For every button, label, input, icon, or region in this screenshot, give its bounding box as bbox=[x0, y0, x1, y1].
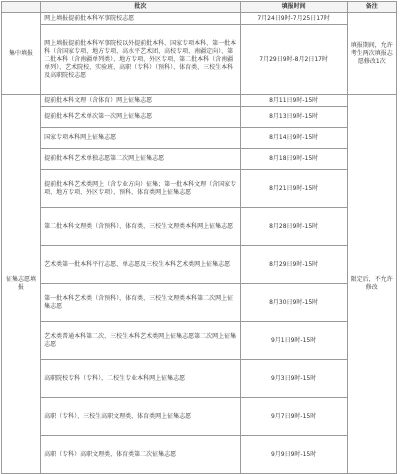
batch-cell: 国家专项本科网上征集志愿 bbox=[41, 128, 241, 149]
table-row bbox=[2, 149, 397, 170]
time-cell: 8月30日9时-15时 bbox=[240, 284, 347, 322]
table-row bbox=[2, 128, 397, 149]
table-row bbox=[2, 436, 397, 474]
schedule-table bbox=[1, 1, 397, 474]
batch-cell: 高职（专科）、三校生高职文理类、体育类网上征集志愿 bbox=[41, 398, 241, 436]
table-row bbox=[2, 25, 397, 95]
batch-cell: 艺术类普通本科第二次、三校生本科艺术类网上征集志愿第二次网上征集志愿 bbox=[41, 322, 241, 360]
time-cell: 8月29日9时-15时 bbox=[240, 246, 347, 284]
time-cell: 8月11日9时-15时 bbox=[240, 95, 347, 107]
table-row bbox=[2, 13, 397, 25]
header-time: 填报时间 bbox=[240, 2, 347, 13]
table-row bbox=[2, 284, 397, 322]
table-row bbox=[2, 208, 397, 246]
table-row bbox=[2, 360, 397, 398]
time-cell: 8月13日9时-15时 bbox=[240, 107, 347, 128]
table-row bbox=[2, 170, 397, 208]
batch-cell: 高职（专科）高职文理类、体育类第二次征集志愿 bbox=[41, 436, 241, 474]
batch-cell: 网上填报提前批本科军事院校以外提前批本科、国家专项本科、第一批本科（含国家专项、地方专项、高水平艺术团、高校专项、南疆定向）、第二批本科（含南疆单列类）、地方专项、外区专项、第二批本科（含南疆单列）、艺术院校、实验班、高职（专科）（预科）、体育类、三校生本科及高职院校志愿 bbox=[41, 25, 241, 95]
time-cell: 9月9日9时-15时 bbox=[240, 436, 347, 474]
batch-cell: 艺术类第一批本科平行志愿、单志愿及三校生本科艺术类网上征集志愿 bbox=[41, 246, 241, 284]
table-row bbox=[2, 107, 397, 128]
time-cell: 8月28日9时-15时 bbox=[240, 208, 347, 246]
note-cell: 填报期间，允许考生两次填报志愿修改1次 bbox=[347, 13, 396, 95]
batch-cell: 网上填报提前批本科军事院校志愿 bbox=[41, 13, 241, 25]
time-cell: 8月18日9时-15时 bbox=[240, 149, 347, 170]
batch-cell: 高职院校专科（专科），二校生专业本科网上征集志愿 bbox=[41, 360, 241, 398]
table-row bbox=[2, 398, 397, 436]
time-cell: 9月1日9时-15时 bbox=[240, 322, 347, 360]
note-cell: 限定后，不允许修改 bbox=[347, 95, 396, 474]
time-cell: 8月14日9时-15时 bbox=[240, 128, 347, 149]
batch-cell: 提前批本科文理（含体育）网上征集志愿 bbox=[41, 95, 241, 107]
table-row bbox=[2, 322, 397, 360]
time-cell: 7月29日9时-8月2日17时 bbox=[240, 25, 347, 95]
time-cell: 7月24日9时-7月25日17时 bbox=[240, 13, 347, 25]
header-row bbox=[2, 2, 397, 13]
category-cell: 征集志愿填报 bbox=[2, 95, 41, 474]
batch-cell: 第二批本科文理类（含预科）、体育类、三校生文理类本科网上征集志愿 bbox=[41, 208, 241, 246]
batch-cell: 提前批本科艺术类网上（含专业方向）征集；第一批本科文理（含国家专项、地方专项、外区专项）、预科、体育类网上征集志愿 bbox=[41, 170, 241, 208]
batch-cell: 提前批本科艺术单独志愿第二次网上征集志愿 bbox=[41, 149, 241, 170]
time-cell: 8月21日9时-15时 bbox=[240, 170, 347, 208]
header-batch: 批次 bbox=[41, 2, 241, 13]
table-row bbox=[2, 95, 397, 107]
table-row bbox=[2, 246, 397, 284]
time-cell: 9月3日9时-15时 bbox=[240, 360, 347, 398]
category-cell: 集中填报 bbox=[2, 13, 41, 95]
batch-cell: 第一批本科艺术类（含预科），体育类、三校生文理类本科第二次网上征集志愿 bbox=[41, 284, 241, 322]
header-category bbox=[2, 2, 41, 13]
batch-cell: 提前批本科艺术单次第一次网上征集志愿 bbox=[41, 107, 241, 128]
header-note: 备注 bbox=[347, 2, 396, 13]
time-cell: 9月7日9时-15时 bbox=[240, 398, 347, 436]
